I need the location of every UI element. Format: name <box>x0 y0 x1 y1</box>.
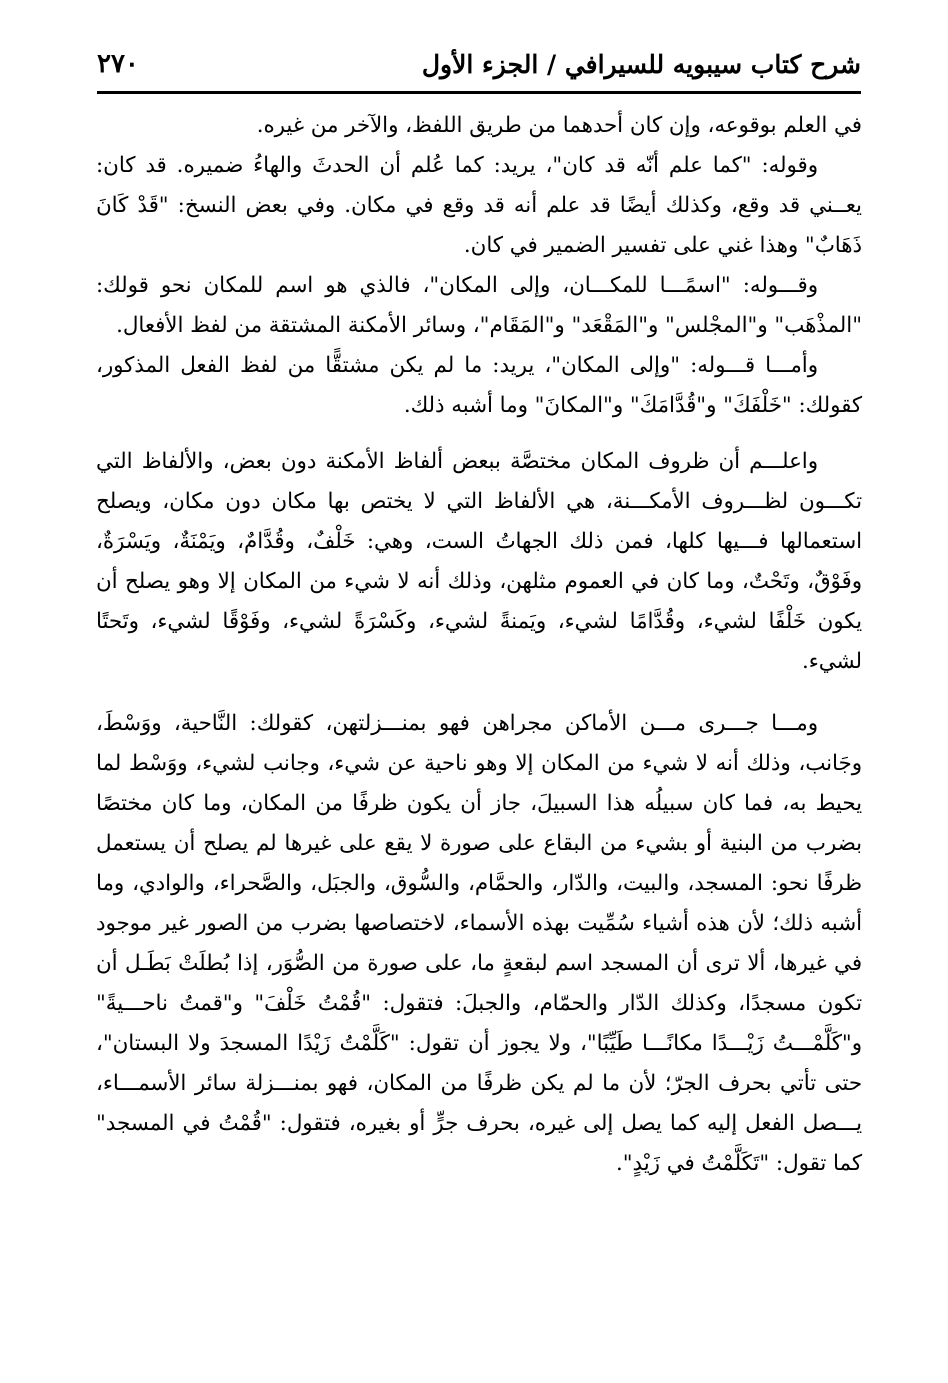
paragraph: ومـــا جـــرى مـــن الأماكن مجراهن فهو بمنـــزلتهن، كقولك: النَّاحية، ووَسْطَ، وجَانب، وذلك أنه لا شيء من المكان إلا وهو ناحية عن شيء، وجانب لشيء، ووَسْط لما يحيط به، فما كان سبيلُه هذا السبيلَ، جاز أن يكون ظرفًا من المكان، وما كان مختصًا بضرب من البنية أو بشيء من البقاع على صورة لا يقع على غيرها لم يصلح أن يستعمل ظرفًا نحو: المسجد، والبيت، والدّار، والحمَّام، والسُّوق، والجبَل، والصَّحراء، والوادي، وما أشبه ذلك؛ لأن هذه أشياء سُمِّيت بهذه الأسماء، لاختصاصها بضرب من الصور غير موجود في غيرها، ألا ترى أن المسجد اسم لبقعةٍ ما، على صورة من الصُّوَر، إذا بُطلَتْ بَطَـل أن تكون مسجدًا، وكذلك الدّار والحمّام، والجبلَ: فتقول: "قُمْتُ خَلْفَ" و"قمتُ ناحـــيةً" و"كَلَّمْـــتُ زَيْـــدًا مكانًـــا طَيِّبًا"، ولا يجوز أن تقول: "كَلَّمْتُ زَيْدًا المسجدَ ولا البستان"، حتى تأتي بحرف الجرّ؛ لأن ما لم يكن ظرفًا من المكان، فهو بمنـــزلة سائر الأسمـــاء، يـــصل الفعل إليه كما يصل إلى غيره، بحرف جرٍّ أو بغيره، فتقول: "قُمْتُ في المسجد" كما تقول: "تَكَلَّمْتُ في زَيْدٍ". <box>96 711 862 1176</box>
paragraph: وقوله: "كما علم أنّه قد كان"، يريد: كما عُلم أن الحدثَ والهاءُ ضميره. قد كان: يعــني قد وقع، وكذلك أيضًا قد علم أنه قد وقع في مكان. وفي بعض النسخ: "قَدْ كَانَ ذَهَابٌ" وهذا غني على تفسير الضمير في كان. <box>96 153 862 258</box>
header-rule <box>97 91 861 94</box>
page-header <box>97 42 861 86</box>
paragraph-continuation: في العلم بوقوعه، وإن كان أحدهما من طريق اللفظ، والآخر من غيره. <box>256 113 862 138</box>
paragraph: وقـــوله: "اسمًـــا للمكـــان، وإلى المكان"، فالذي هو اسم للمكان نحو قولك: "المذْهَب" و"المجْلس" و"المَقْعَد" و"المَقَام"، وسائر الأمكنة المشتقة من لفظ الأفعال. <box>96 273 862 338</box>
paragraph: وأمـــا قـــوله: "وإلى المكان"، يريد: ما لم يكن مشتقًّا من لفظ الفعل المذكور، كقولك: "خَلْفَكَ" و"قُدَّامَكَ" و"المكانَ" وما أشبه ذلك. <box>96 353 862 418</box>
page-number: ٢٧٠ <box>97 49 139 79</box>
paragraph: واعلـــم أن ظروف المكان مختصَّة ببعض ألفاظ الأمكنة دون بعض، والألفاظ التي تكـــون لظـــروف الأمكـــنة، هي الألفاظ التي لا يختص بها مكان دون مكان، ويصلح استعمالها فـــيها كلها، فمن ذلك الجهاتُ الست، وهي: خَلْفٌ، وقُدَّامٌ، ويَمْنَةٌ، ويَسْرَةٌ، وفَوْقٌ، وتَحْتٌ، وما كان في العموم مثلهن، وذلك أنه لا شيء من المكان إلا وهو يصلح أن يكون خَلْفًا لشيء، وقُدَّامًا لشيء، ويَمنةً لشيء، وكَسْرَةً لشيء، وفَوْقًا لشيء، وتَحتًا لشيء. <box>96 449 862 674</box>
body-text <box>96 106 862 1184</box>
running-title: شرح كتاب سيبويه للسيرافي / الجزء الأول <box>421 49 861 79</box>
